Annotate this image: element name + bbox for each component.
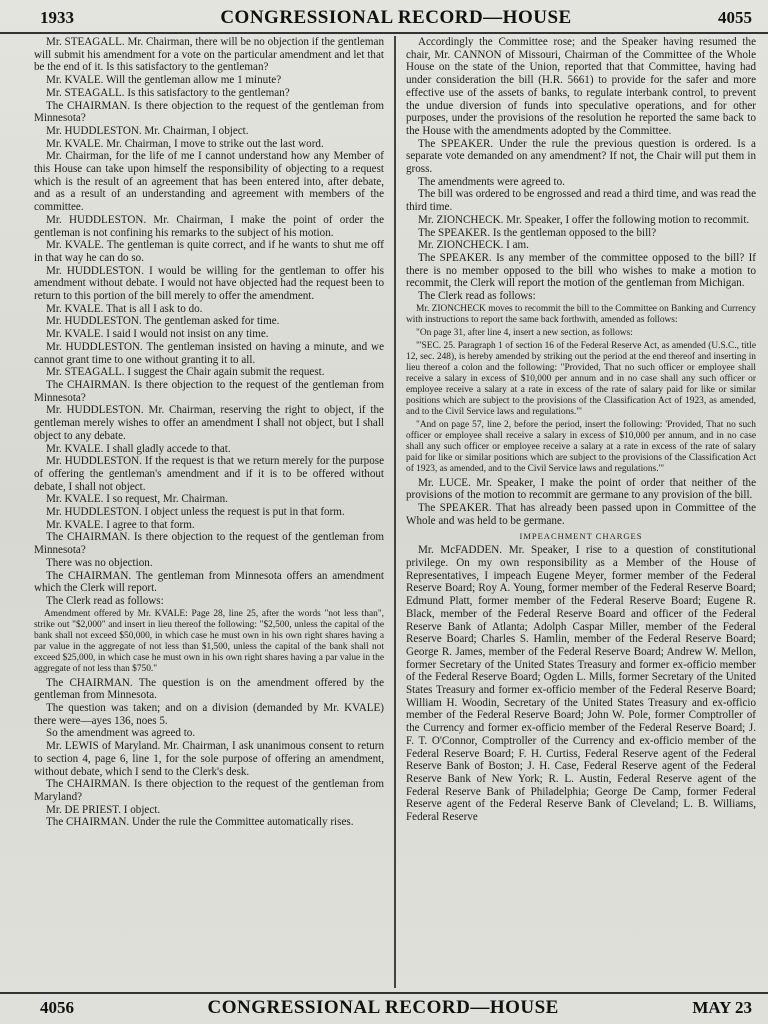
paragraph: Amendment offered by Mr. KVALE: Page 28, line 25, after the words "not less than", strike out "$2,000" and insert in lieu thereof the following: "$2,500, unless the capital of the bank shall not exceed $50,000, in which case he must own in his own right shares having a par value in the aggregate of not less than $1,500, unless the capital of the bank shall not exceed $25,000, in which case he must own in his own right shares having a par value in the aggregate of not less than $750." <box>34 608 384 674</box>
section-heading: IMPEACHMENT CHARGES <box>519 530 643 541</box>
paragraph: So the amendment was agreed to. <box>46 727 196 740</box>
left-column <box>34 36 384 988</box>
paragraph: The SPEAKER. That has already been passed upon in Committee of the Whole and was held to be germane. <box>406 502 756 527</box>
paragraph: Mr. HUDDLESTON. I object unless the request is put in that form. <box>46 506 345 519</box>
paragraph: Mr. STEAGALL. Is this satisfactory to the gentleman? <box>46 86 290 99</box>
header-year: 1933 <box>40 8 74 27</box>
paragraph: Mr. HUDDLESTON. Mr. Chairman, I make the point of order the gentleman is not confining his remarks to the subject of his motion. <box>34 213 384 239</box>
paragraph: Mr. KVALE. I said I would not insist on any time. <box>46 328 269 341</box>
paragraph: There was no objection. <box>46 556 153 569</box>
paragraph: Mr. KVALE. Will the gentleman allow me 1 minute? <box>46 74 282 87</box>
column-divider <box>394 36 396 988</box>
paragraph: "And on page 57, line 2, before the period, insert the following: 'Provided, That no such officer or employee shall receive a salary in excess of $10,000 per annum, and in no case shall any such officer or employee receive a salary at a rate in excess of the rate of salary paid for like or similar positions which are subject to the provisions of the Classification Act of 1923, as amended, and to the Civil Service laws and regulations.'" <box>406 419 756 474</box>
paragraph: Mr. ZIONCHECK. Mr. Speaker, I offer the following motion to recommit. <box>418 213 750 226</box>
footer-title: CONGRESSIONAL RECORD—HOUSE <box>207 997 559 1018</box>
paragraph: Mr. KVALE. Mr. Chairman, I move to strike out the last word. <box>46 137 324 150</box>
paragraph: Mr. KVALE. I so request, Mr. Chairman. <box>46 493 228 506</box>
paragraph: The SPEAKER. Is the gentleman opposed to the bill? <box>418 226 657 239</box>
paragraph: Mr. HUDDLESTON. Mr. Chairman, I object. <box>46 124 249 137</box>
paragraph: The CHAIRMAN. The gentleman from Minnesota offers an amendment which the Clerk will report. <box>34 569 384 595</box>
footer-page-number: 4056 <box>40 998 74 1017</box>
paragraph: The bill was ordered to be engrossed and read a third time, and was read the third time. <box>406 188 756 214</box>
paragraph: Mr. ZIONCHECK moves to recommit the bill to the Committee on Banking and Currency with instructions to report the same back forthwith, amended as follows: <box>406 303 756 325</box>
paragraph: The CHAIRMAN. Is there objection to the request of the gentleman from Maryland? <box>34 778 384 803</box>
paragraph: "On page 31, after line 4, insert a new section, as follows: <box>416 327 633 338</box>
paragraph: Mr. KVALE. That is all I ask to do. <box>46 302 203 315</box>
paragraph: The Clerk read as follows: <box>418 290 536 303</box>
right-column <box>406 36 756 988</box>
header-page-number: 4055 <box>718 8 752 27</box>
running-header <box>0 4 768 34</box>
paragraph: Mr. Chairman, for the life of me I cannot understand how any Member of this House can take upon himself the responsibility of objecting to a request which is the result of an agreement that has been entered into, after debate, and as a result of an understanding and agreement with members of the committee. <box>34 150 384 214</box>
text-columns <box>34 36 756 988</box>
paragraph: Accordingly the Committee rose; and the Speaker having resumed the chair, Mr. CANNON of Missouri, Chairman of the Committee of the Whole House on the state of the Union, reported that that Committee, having had under consideration the bill (H.R. 5661) to provide for the safer and more effective use of the assets of banks, to regulate interbank control, to prevent the undue diversion of funds into speculative operations, and for other purposes, under the provisions of the resolution he reported the same back to the House with the amendments adopted by the Committee. <box>406 36 756 137</box>
paragraph: Mr. LUCE. Mr. Speaker, I make the point of order that neither of the provisions of the motion to recommit are germane to any provision of the bill. <box>406 476 756 502</box>
paragraph: Mr. HUDDLESTON. The gentleman insisted on having a minute, and we cannot grant time to one without granting it to all. <box>34 340 384 366</box>
paragraph: The SPEAKER. Is any member of the committee opposed to the bill? If there is no member opposed to the bill who wishes to make a motion to recommit, the Clerk will report the motion of the gentleman from Michigan. <box>406 251 756 290</box>
paragraph: The CHAIRMAN. Under the rule the Committee automatically rises. <box>46 816 354 829</box>
paragraph: Mr. STEAGALL. I suggest the Chair again submit the request. <box>46 366 325 379</box>
paragraph: The CHAIRMAN. Is there objection to the request of the gentleman from Minnesota? <box>34 99 384 125</box>
paragraph: Mr. HUDDLESTON. I would be willing for the gentleman to offer his amendment without debate. I would not have objected had the request been to return to this portion of the bill merely to offer the amendment. <box>34 264 384 303</box>
paragraph: The amendments were agreed to. <box>418 175 565 188</box>
paragraph: Mr. KVALE. I shall gladly accede to that. <box>46 442 231 455</box>
paragraph: Mr. LEWIS of Maryland. Mr. Chairman, I ask unanimous consent to return to section 4, page 6, line 1, for the sole purpose of offering an amendment, without debate, which I send to the Clerk's desk. <box>34 740 384 778</box>
header-title: CONGRESSIONAL RECORD—HOUSE <box>220 7 572 28</box>
paragraph: Mr. McFADDEN. Mr. Speaker, I rise to a question of constitutional privilege. On my own responsibility as a Member of the House of Representatives, I impeach Eugene Meyer, former member of the Federal Reserve Board; Roy A. Young, former member of the Federal Reserve Board; Edmund Platt, former member of the Federal Reserve Board; Eugene R. Black, member of the Federal Reserve Board and officer of the Federal Reserve Bank of Atlanta; Adolph Caspar Miller, member of the Federal Reserve Board; Charles S. Hamlin, member of the Federal Reserve Board; George R. James, member of the Federal Reserve Board; Andrew W. Mellon, former Secretary of the United States Treasury and former ex-officio member of the Federal Reserve Board; Ogden L. Mills, former Secretary of the United States Treasury and former ex-officio member of the Federal Reserve Board; William H. Woodin, Secretary of the United States Treasury and ex-officio member of the Federal Reserve Board; John W. Pole, former Comptroller of the Currency and former ex-officio member of the Federal Reserve Board; J. F. T. O'Connor, Comptroller of the Currency and ex-officio member of the Federal Reserve Board; F. H. Curtiss, Federal Reserve agent of the Federal Reserve Bank of Boston; J. H. Case, Federal Reserve agent of the Federal Reserve Bank of New York; R. L. Austin, Federal Reserve agent of the Federal Reserve Bank of Philadelphia; George De Camp, former Federal Reserve agent of the Federal Reserve Bank of Cleveland; L. B. Williams, Federal Reserve <box>406 544 756 824</box>
paragraph: Mr. HUDDLESTON. The gentleman asked for time. <box>46 315 280 328</box>
paragraph: Mr. HUDDLESTON. If the request is that we return merely for the purpose of offering the gentleman's amendment and if it is to be offered without debate, I shall not object. <box>34 455 384 493</box>
paragraph: Mr. KVALE. I agree to that form. <box>46 518 195 531</box>
footer-date: MAY 23 <box>692 998 752 1017</box>
paragraph: The CHAIRMAN. Is there objection to the request of the gentleman from Minnesota? <box>34 378 384 404</box>
paragraph: "'SEC. 25. Paragraph 1 of section 16 of the Federal Reserve Act, as amended (U.S.C., title 12, sec. 248), is hereby amended by striking out the period at the end thereof and inserting in lieu thereof a colon and the following: "Provided, That no such officer or employee shall receive a salary in excess of $10,000 per annum and in no case shall any such officer or employee receive a salary at a rate in excess of the rate of salary paid for like or similar positions which are subject to the provisions of the Classification Act of 1923, as amended, and to the Civil Service laws and regulations."' <box>406 340 756 417</box>
paragraph: Mr. ZIONCHECK. I am. <box>418 239 529 252</box>
paragraph: The SPEAKER. Under the rule the previous question is ordered. Is a separate vote demanded on any amendment? If not, the Chair will put them in gross. <box>406 137 756 176</box>
paragraph: Mr. DE PRIEST. I object. <box>46 803 161 816</box>
running-footer <box>0 992 768 1022</box>
paragraph: Mr. STEAGALL. Mr. Chairman, there will be no objection if the gentleman will submit his amendment for a vote on the particular amendment and let that be the end of it. Is this satisfactory to the gentleman? <box>34 36 384 74</box>
paragraph: Mr. HUDDLESTON. Mr. Chairman, reserving the right to object, if the gentleman merely wishes to offer an amendment I shall not object, but I shall object to any debate. <box>34 404 384 442</box>
paragraph: The Clerk read as follows: <box>46 594 164 607</box>
paragraph: Mr. KVALE. The gentleman is quite correct, and if he wants to shut me off in that way he can do so. <box>34 239 384 264</box>
paragraph: The CHAIRMAN. The question is on the amendment offered by the gentleman from Minnesota. <box>34 676 384 702</box>
paragraph: The question was taken; and on a division (demanded by Mr. KVALE) there were—ayes 136, noes 5. <box>34 702 384 727</box>
paragraph: The CHAIRMAN. Is there objection to the request of the gentleman from Minnesota? <box>34 531 384 557</box>
